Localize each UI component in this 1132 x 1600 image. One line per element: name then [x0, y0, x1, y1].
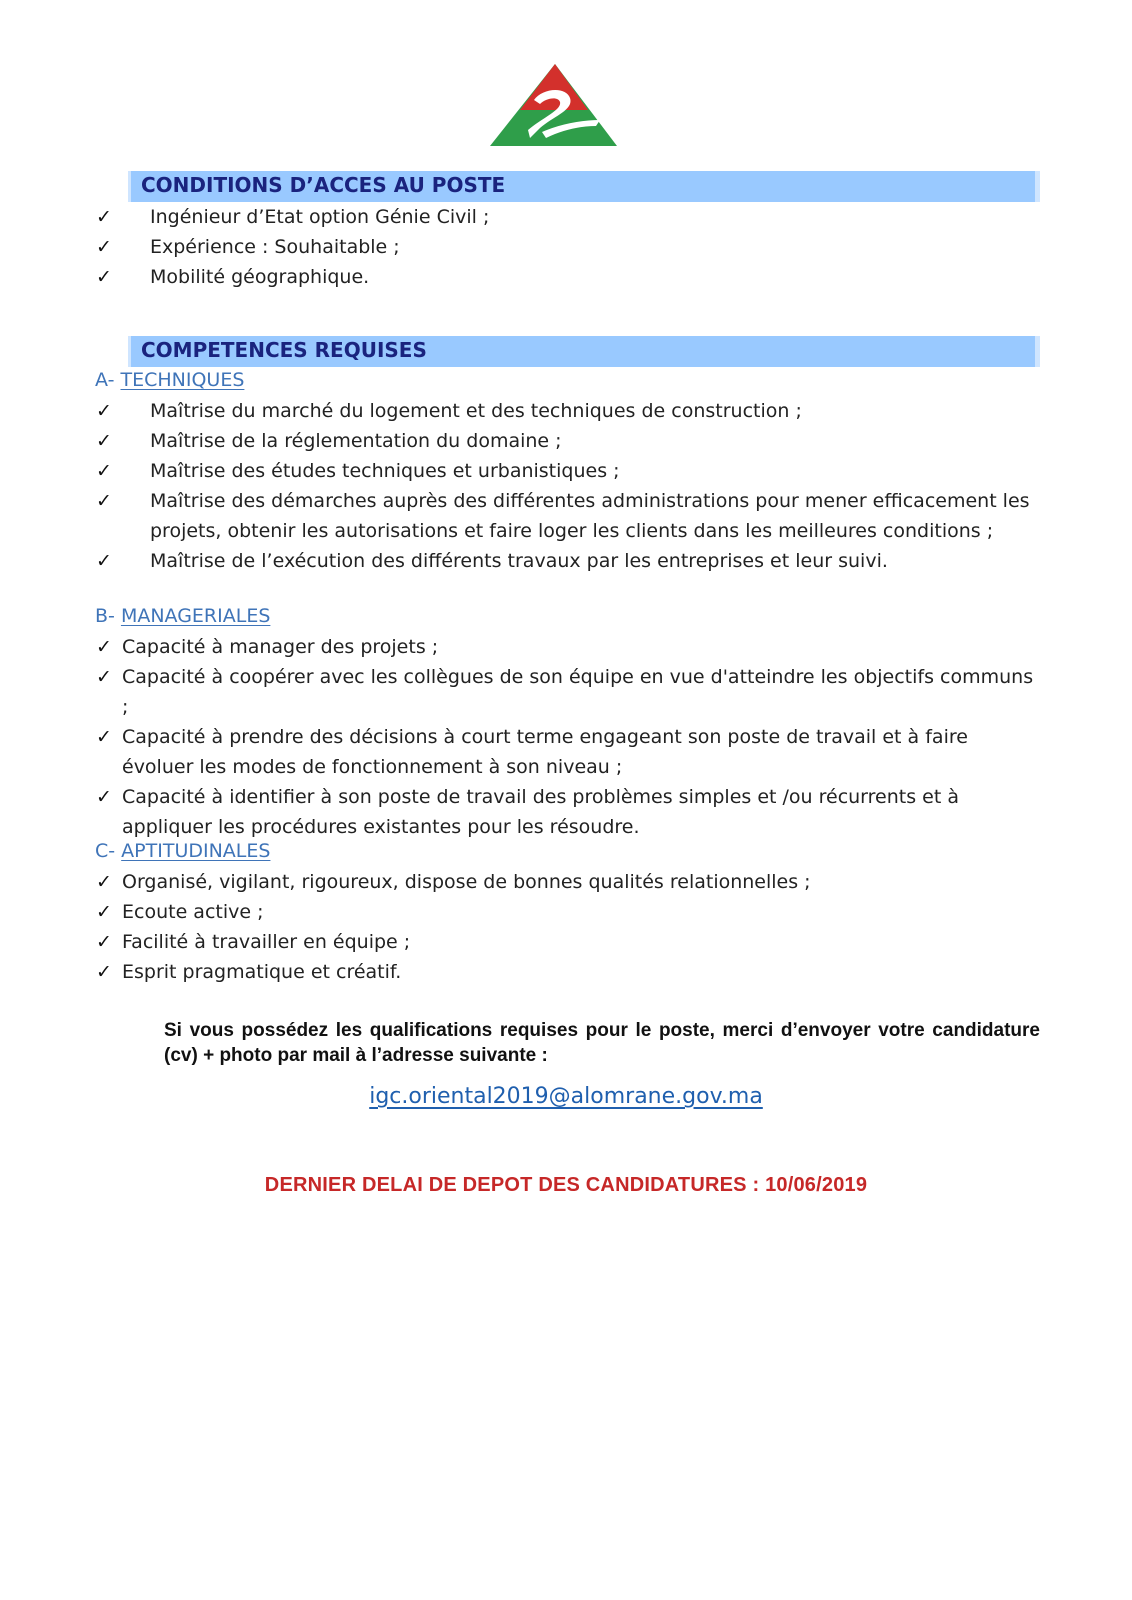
competences-header-band [128, 336, 1040, 367]
subhead-techniques-label: TECHNIQUES [120, 369, 245, 391]
checkmark-icon: ✓ [96, 490, 112, 512]
checkmark-icon: ✓ [96, 786, 112, 808]
list-item [96, 927, 1040, 957]
list-item-text: Facilité à travailler en équipe ; [122, 931, 411, 953]
contact-email[interactable] [0, 1084, 1132, 1109]
subhead-techniques-prefix: A- [95, 369, 115, 391]
checkmark-icon: ✓ [96, 901, 112, 923]
checkmark-icon: ✓ [96, 636, 112, 658]
subhead-aptitudinales-label: APTITUDINALES [121, 840, 271, 862]
list-item [96, 202, 1040, 232]
checkmark-icon: ✓ [96, 430, 112, 452]
list-item-text: Maîtrise des études techniques et urbanistiques ; [150, 460, 620, 482]
list-item [96, 262, 1040, 292]
list-item-text: Capacité à manager des projets ; [122, 636, 439, 658]
checkmark-icon: ✓ [96, 460, 112, 482]
competences-title: COMPETENCES REQUISES [141, 338, 427, 362]
checkmark-icon: ✓ [96, 871, 112, 893]
list-item-text: Maîtrise du marché du logement et des techniques de construction ; [150, 400, 802, 422]
list-item [96, 426, 1040, 456]
checkmark-icon: ✓ [96, 550, 112, 572]
subhead-aptitudinales [95, 840, 270, 862]
list-item [96, 232, 1040, 262]
subhead-aptitudinales-prefix: C- [95, 840, 116, 862]
subhead-manageriales [95, 605, 270, 627]
list-item-text: Maîtrise de la réglementation du domaine ; [150, 430, 562, 452]
checkmark-icon: ✓ [96, 961, 112, 983]
conditions-list [96, 202, 1040, 292]
conditions-title: CONDITIONS D’ACCES AU POSTE [141, 173, 506, 197]
list-item-text: Organisé, vigilant, rigoureux, dispose de bonnes qualités relationnelles ; [122, 871, 811, 893]
subhead-techniques [95, 369, 244, 391]
checkmark-icon: ✓ [96, 931, 112, 953]
list-item-text: Esprit pragmatique et créatif. [122, 961, 402, 983]
list-item-text: Capacité à coopérer avec les collègues de son équipe en vue d'atteindre les objectifs communs ; [122, 666, 1034, 718]
checkmark-icon: ✓ [96, 726, 112, 748]
application-notice: Si vous possédez les qualifications requises pour le poste, merci d’envoyer votre candidature (cv) + photo par mail à l’adresse suivante : [164, 1020, 1040, 1066]
alomrane-logo [490, 58, 620, 148]
contact-email-link[interactable]: igc.oriental2019@alomrane.gov.ma [369, 1084, 763, 1109]
checkmark-icon: ✓ [96, 236, 112, 258]
checkmark-icon: ✓ [96, 266, 112, 288]
techniques-list [96, 396, 1040, 576]
subhead-manageriales-label: MANAGERIALES [120, 605, 271, 627]
logo-red-triangle [520, 64, 588, 110]
list-item-text: Capacité à prendre des décisions à court terme engageant son poste de travail et à faire évoluer les modes de fonctionnement à son niveau ; [122, 726, 968, 778]
list-item-text: Expérience : Souhaitable ; [150, 236, 400, 258]
list-item [96, 867, 1040, 897]
checkmark-icon: ✓ [96, 400, 112, 422]
list-item [96, 897, 1040, 927]
list-item [96, 396, 1040, 426]
list-item-text: Ecoute active ; [122, 901, 264, 923]
checkmark-icon: ✓ [96, 206, 112, 228]
list-item-text: Ingénieur d’Etat option Génie Civil ; [150, 206, 490, 228]
list-item [96, 632, 1040, 662]
list-item [96, 456, 1040, 486]
list-item-text: Maîtrise des démarches auprès des différentes administrations pour mener efficacement les projets, obtenir les autorisations et faire loger les clients dans les meilleures conditions ; [150, 490, 1030, 542]
list-item-text: Capacité à identifier à son poste de travail des problèmes simples et /ou récurrents et à appliquer les procédures existantes pour les résoudre. [122, 786, 959, 838]
list-item-text: Mobilité géographique. [150, 266, 370, 288]
list-item [96, 486, 1040, 546]
list-item [96, 662, 1040, 722]
conditions-header-band [128, 171, 1040, 202]
list-item [96, 957, 1040, 987]
list-item-text: Maîtrise de l’exécution des différents travaux par les entreprises et leur suivi. [150, 550, 888, 572]
deadline-notice: DERNIER DELAI DE DEPOT DES CANDIDATURES : 10/06/2019 [264, 1174, 868, 1196]
subhead-manageriales-prefix: B- [95, 605, 115, 627]
aptitudinales-list [96, 867, 1040, 987]
list-item [96, 782, 1040, 842]
checkmark-icon: ✓ [96, 666, 112, 688]
list-item [96, 722, 1040, 782]
manageriales-list [96, 632, 1040, 842]
list-item [96, 546, 1040, 576]
